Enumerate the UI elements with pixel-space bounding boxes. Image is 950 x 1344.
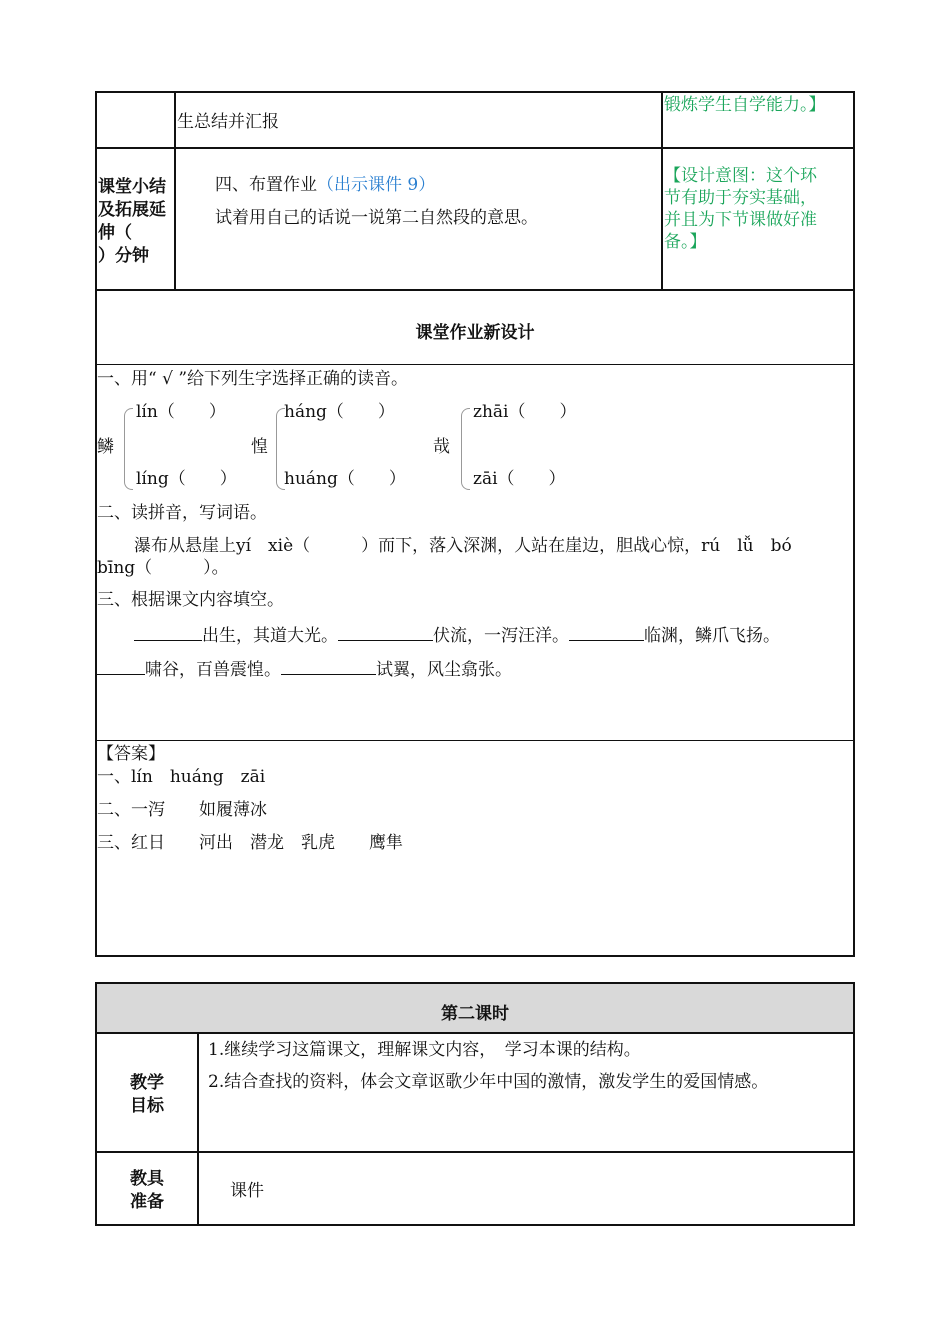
lesson2-title: 第二课时 <box>441 1004 509 1024</box>
fill-text: 啸谷，百兽震惶。 <box>145 660 281 680</box>
design-intent-line: 【设计意图：这个环 <box>664 166 817 186</box>
answer-1: 一、lín huáng zāi <box>97 767 266 787</box>
t1-top <box>95 91 855 93</box>
courseware-link[interactable]: （出示课件 9） <box>317 175 436 195</box>
q1-char: 鳞 <box>97 437 114 457</box>
summary-label-line: 课堂小结 <box>98 177 166 197</box>
prep-label-line: 教具 <box>130 1169 164 1189</box>
goal-label-line: 教学 <box>130 1073 164 1093</box>
t1-bottom <box>95 955 855 957</box>
design-intent <box>664 165 817 253</box>
summary-report-text: 生总结并汇报 <box>177 112 279 132</box>
design-intent-line: 并且为下节课做好准 <box>664 210 817 230</box>
t1-h3 <box>95 364 855 365</box>
goal-label <box>97 1072 197 1118</box>
t1-v1 <box>174 91 176 291</box>
homework-assign-body: 试着用自己的话说一说第二自然段的意思。 <box>215 208 538 228</box>
question-1: 一、用“ √ ”给下列生字选择正确的读音。 <box>97 369 409 389</box>
fill-text: 伏流，一泻汪洋。 <box>433 626 569 646</box>
fill-blank[interactable] <box>134 622 202 641</box>
answer-3: 三、红日 河出 潜龙 乳虎 鹰隼 <box>97 833 403 853</box>
q1-char: 哉 <box>433 437 450 457</box>
t2-v1 <box>197 1032 199 1226</box>
fill-text: 出生，其道大光。 <box>202 626 338 646</box>
t2-bottom <box>95 1224 855 1226</box>
t1-h1 <box>95 147 855 149</box>
q1-option[interactable]: líng（ ） <box>136 469 237 489</box>
q1-brace <box>124 408 133 490</box>
fill-blank[interactable] <box>281 656 376 675</box>
q1-option[interactable]: huáng（ ） <box>284 469 406 489</box>
t1-h2 <box>95 289 855 291</box>
summary-label <box>98 176 166 268</box>
question-3-line-1 <box>134 622 780 647</box>
design-intent-line: 节有助于夯实基础， <box>664 188 817 208</box>
q1-char: 惶 <box>251 437 268 457</box>
prep-label-line: 准备 <box>130 1192 164 1212</box>
summary-label-line: 伸（ <box>98 223 132 243</box>
question-2: 二、读拼音，写词语。 <box>97 503 267 523</box>
prep-value: 课件 <box>230 1181 264 1201</box>
question-2-line-1: 瀑布从悬崖上yí xiè（ ）而下，落入深渊，人站在崖边，胆战心惊，rú lǚ bó <box>134 536 792 556</box>
q1-option[interactable]: lín（ ） <box>136 402 226 422</box>
answer-2: 二、一泻 如履薄冰 <box>97 800 267 820</box>
homework-assign-title: 四、布置作业 <box>215 175 317 195</box>
question-3-line-2 <box>97 656 512 681</box>
q1-option[interactable]: háng（ ） <box>284 402 395 422</box>
fill-blank[interactable] <box>569 622 644 641</box>
q1-option[interactable]: zhāi（ ） <box>473 402 577 422</box>
fill-blank[interactable] <box>338 622 433 641</box>
goal-1: 1.继续学习这篇课文，理解课文内容， 学习本课的结构。 <box>208 1040 641 1060</box>
design-intent-tail: 锻炼学生自学能力。】 <box>664 95 826 115</box>
t1-h4 <box>95 740 855 741</box>
homework-assign-line <box>215 174 435 196</box>
q1-brace <box>461 408 470 490</box>
t2-h1 <box>95 1032 855 1034</box>
fill-text: 试翼，风尘翕张。 <box>376 660 512 680</box>
answers-title: 【答案】 <box>97 744 165 764</box>
t2-top <box>95 982 855 984</box>
prep-label <box>97 1168 197 1214</box>
t1-left <box>95 91 97 957</box>
question-3: 三、根据课文内容填空。 <box>97 590 284 610</box>
fill-blank[interactable] <box>97 656 145 675</box>
t1-v2 <box>661 91 663 291</box>
question-2-line-2: bīng（ ）。 <box>97 558 229 578</box>
q1-option[interactable]: zāi（ ） <box>473 469 566 489</box>
fill-text: 临渊，鳞爪飞扬。 <box>644 626 780 646</box>
summary-label-line: ）分钟 <box>98 246 149 266</box>
design-intent-line: 备。】 <box>664 232 707 252</box>
summary-label-line: 及拓展延 <box>98 200 166 220</box>
t2-h2 <box>95 1151 855 1153</box>
homework-title: 课堂作业新设计 <box>415 323 535 343</box>
goal-2: 2.结合查找的资料，体会文章讴歌少年中国的激情，激发学生的爱国情感。 <box>208 1072 769 1092</box>
t1-right <box>853 91 855 957</box>
goal-label-line: 目标 <box>130 1096 164 1116</box>
